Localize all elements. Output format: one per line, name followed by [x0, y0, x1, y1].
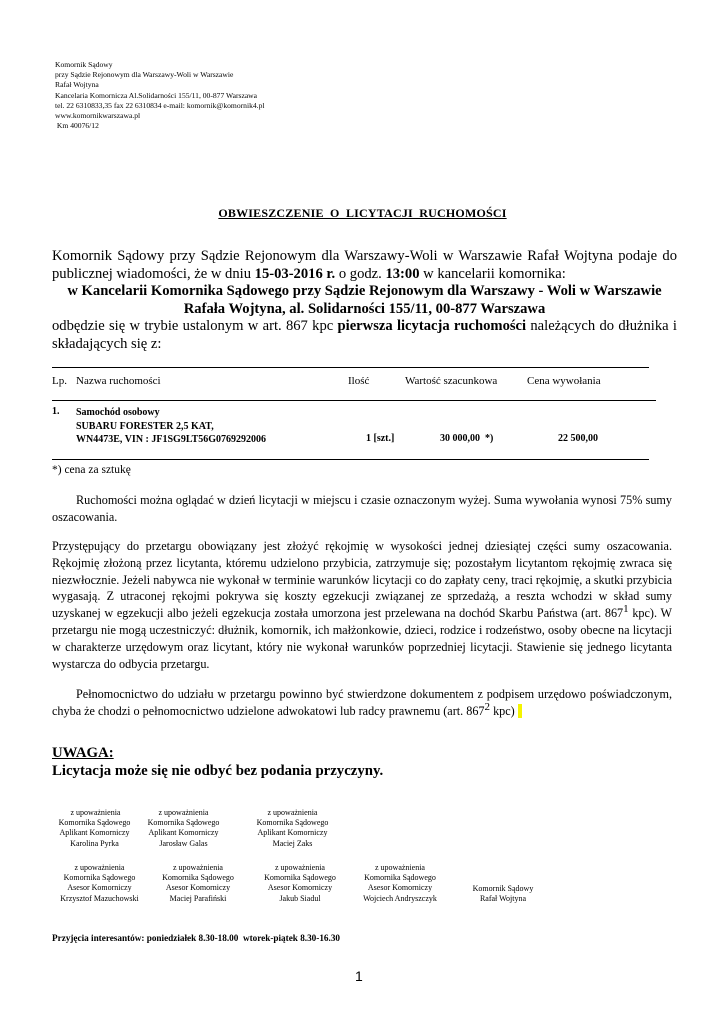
item-line: SUBARU FORESTER 2,5 KAT,: [76, 420, 214, 432]
sig-line: Asesor Komorniczy: [165, 883, 231, 893]
row-lp: 1.: [52, 406, 60, 417]
sig-line: z upoważnienia: [173, 863, 223, 872]
poa-text: kpc): [490, 703, 515, 718]
viewing-info: Ruchomości można oglądać w dzień licytacji w miejscu i czasie oznaczonym wyżej. Suma wywołania wynosi 75% sumy oszacowania.: [52, 493, 672, 524]
deposit-text: kpc). W przetargu nie mogą uczestniczyć: dłużnik, komornik, ich małżonkowie, dzieci, rodzice i rodzeństwo, osoby obecne na licytacji w charakterze urzędowym oraz licytant, który nie wykonał warunków poprzedniej licytacji. Stawienie się jednego licytanta wystarcza do odbycia przetargu.: [52, 606, 672, 671]
row-qty: 1 [szt.]: [366, 433, 395, 444]
sig-line: Asesor Komorniczy: [267, 883, 333, 893]
sig-name: Maciej Parafiński: [169, 893, 227, 903]
warning-section: [52, 744, 383, 780]
row-value: 30 000,00 *): [440, 433, 494, 444]
item-line: WN4473E, VIN : JF1SG9LT56G0769292006: [76, 434, 267, 445]
bailiff-signature: [458, 884, 548, 904]
sig-line: z upoważnienia: [68, 808, 121, 817]
header-lp: Lp.: [52, 375, 67, 387]
signature-block: [250, 808, 335, 849]
table-bottom-rule: [52, 459, 649, 460]
sig-name: Maciej Zaks: [272, 838, 313, 848]
body-paragraph-1: [52, 492, 672, 526]
sig-line: Komornika Sądowego: [264, 873, 336, 883]
intro-text: odbędzie się w trybie ustalonym w art. 867 kpc: [52, 318, 338, 335]
signature-block: [350, 863, 450, 904]
signature-block: [153, 863, 243, 904]
deposit-info: [52, 538, 672, 672]
intro-text: należących do dłużnika i składających się z:: [52, 318, 677, 352]
case-number: Km 40076/12: [55, 121, 99, 131]
sig-name: Krzysztof Mazuchowski: [60, 893, 139, 903]
row-price: 22 500,00: [558, 433, 598, 444]
sig-line: z upoważnienia: [375, 863, 425, 872]
sig-line: Komornika Sądowego: [58, 818, 131, 828]
article-superscript: 2: [484, 700, 491, 713]
article-superscript: 1: [623, 603, 629, 616]
sig-line: Aplikant Komorniczy: [59, 828, 130, 838]
table-top-rule: [52, 367, 649, 368]
office-header: [55, 60, 264, 131]
sig-line: Aplikant Komorniczy: [257, 828, 328, 838]
sig-name: Jakub Siadul: [279, 893, 321, 903]
body-paragraph-2: [52, 538, 672, 672]
highlight-mark: [518, 704, 522, 718]
auction-place: w Kancelarii Komornika Sądowego przy Sądzie Rejonowym dla Warszawy - Woli w Warszawie Rafała Wojtyna, al. Solidarności 155/11, 00-877 Warszawa: [67, 283, 662, 317]
sig-line: Aplikant Komorniczy: [148, 828, 219, 838]
auction-time: 13:00: [385, 265, 420, 282]
header-price: Cena wywołania: [527, 375, 601, 387]
sig-line: Asesor Komorniczy: [367, 883, 433, 893]
sig-line: Komornika Sądowego: [147, 818, 220, 828]
intro-section: [52, 248, 677, 354]
signature-block: [52, 808, 137, 849]
intro-text: o godz.: [335, 265, 386, 282]
intro-paragraph: [52, 248, 677, 283]
auction-type: pierwsza licytacja ruchomości: [337, 318, 527, 335]
header-line: przy Sądzie Rejonowym dla Warszawy-Woli w Warszawie: [55, 70, 234, 80]
table-header-rule: [52, 400, 656, 401]
header-line: tel. 22 6310833,35 fax 22 6310834 e-mail: komornik@komornik4.pl: [55, 100, 265, 110]
warning-text: Licytacja może się nie odbyć bez podania przyczyny.: [52, 763, 384, 779]
sig-line: Komornik Sądowy: [472, 884, 534, 893]
document-title: OBWIESZCZENIE O LICYTACJI RUCHOMOŚCI: [218, 206, 507, 220]
header-line: Rafał Wojtyna: [55, 80, 99, 90]
page-number: 1: [355, 968, 363, 984]
table-row-item: [76, 406, 266, 447]
item-line: Samochód osobowy: [76, 407, 160, 418]
sig-line: z upoważnienia: [74, 863, 125, 872]
sig-name: Jarosław Galas: [159, 838, 208, 848]
signature-block: [141, 808, 226, 849]
sig-line: Komornika Sądowego: [364, 873, 436, 883]
body-paragraph-3: [52, 686, 672, 720]
header-line: Kancelaria Komornicza Al.Solidarności 155/11, 00-877 Warszawa: [55, 90, 258, 100]
intro-text: w kancelarii komornika:: [419, 265, 566, 282]
warning-label: UWAGA:: [52, 745, 114, 761]
sig-line: Komornika Sądowego: [63, 873, 136, 883]
office-hours: Przyjęcia interesantów: poniedziałek 8.30-18.00 wtorek-piątek 8.30-16.30: [52, 933, 341, 943]
sig-line: Asesor Komorniczy: [67, 883, 132, 893]
sig-name: Karolina Pyrka: [70, 838, 119, 848]
sig-line: z upoważnienia: [158, 808, 209, 817]
header-name: Nazwa ruchomości: [76, 375, 161, 387]
sig-line: Komornika Sądowego: [162, 873, 234, 883]
sig-name: Rafał Wojtyna: [479, 894, 527, 904]
deposit-text: Przystępujący do przetargu obowiązany jest złożyć rękojmię w wysokości jednej dziesiątej części sumy oszacowania. Rękojmię złożoną przez licytanta, któremu udzielono przybicia, zatrzymuje się; pozostałym licytantom rękojmię zwraca się niezwłocznie. Jeżeli nabywca nie wykonał w terminie warunków licytacji co do zapłaty ceny, traci rękojmię, a skutki przybicia wygasają. Z utraconej rękojmi pokrywa się koszty egzekucji związanej ze sprzedażą, a reszta wchodzi w skład sumy uzyskanej w egzekucji albo jeżeli egzekucja została umorzona jest przelewana na dochód Skarbu Państwa (art. 867: [52, 539, 672, 621]
sig-line: Komornika Sądowego: [256, 818, 329, 828]
signature-block: [255, 863, 345, 904]
header-qty: Ilość: [348, 375, 370, 387]
poa-text: Pełnomocnictwo do udziału w przetargu powinno być stwierdzone dokumentem z podpisem urzędowo poświadczonym, chyba że chodzi o pełnomocnictwo udzielone adwokatowi lub radcy prawnemu (art. 867: [52, 687, 672, 718]
sig-name: Wojciech Andryszczyk: [363, 893, 437, 903]
auction-date: 15-03-2016 r.: [254, 265, 336, 282]
intro-paragraph-2: [52, 318, 677, 353]
power-of-attorney-info: [52, 686, 672, 720]
header-value: Wartość szacunkowa: [405, 375, 498, 387]
header-line: www.komornikwarszawa.pl: [55, 111, 141, 121]
intro-text: Komornik Sądowy przy Sądzie Rejonowym dla Warszawy-Woli w Warszawie Rafał Wojtyna podaje do publicznej wiadomości, że w dniu: [52, 248, 677, 282]
sig-line: z upoważnienia: [275, 863, 325, 872]
header-line: Komornik Sądowy: [55, 60, 113, 69]
signature-block: [52, 863, 147, 904]
table-footnote: *) cena za sztukę: [52, 464, 131, 476]
sig-line: z upoważnienia: [267, 808, 318, 817]
